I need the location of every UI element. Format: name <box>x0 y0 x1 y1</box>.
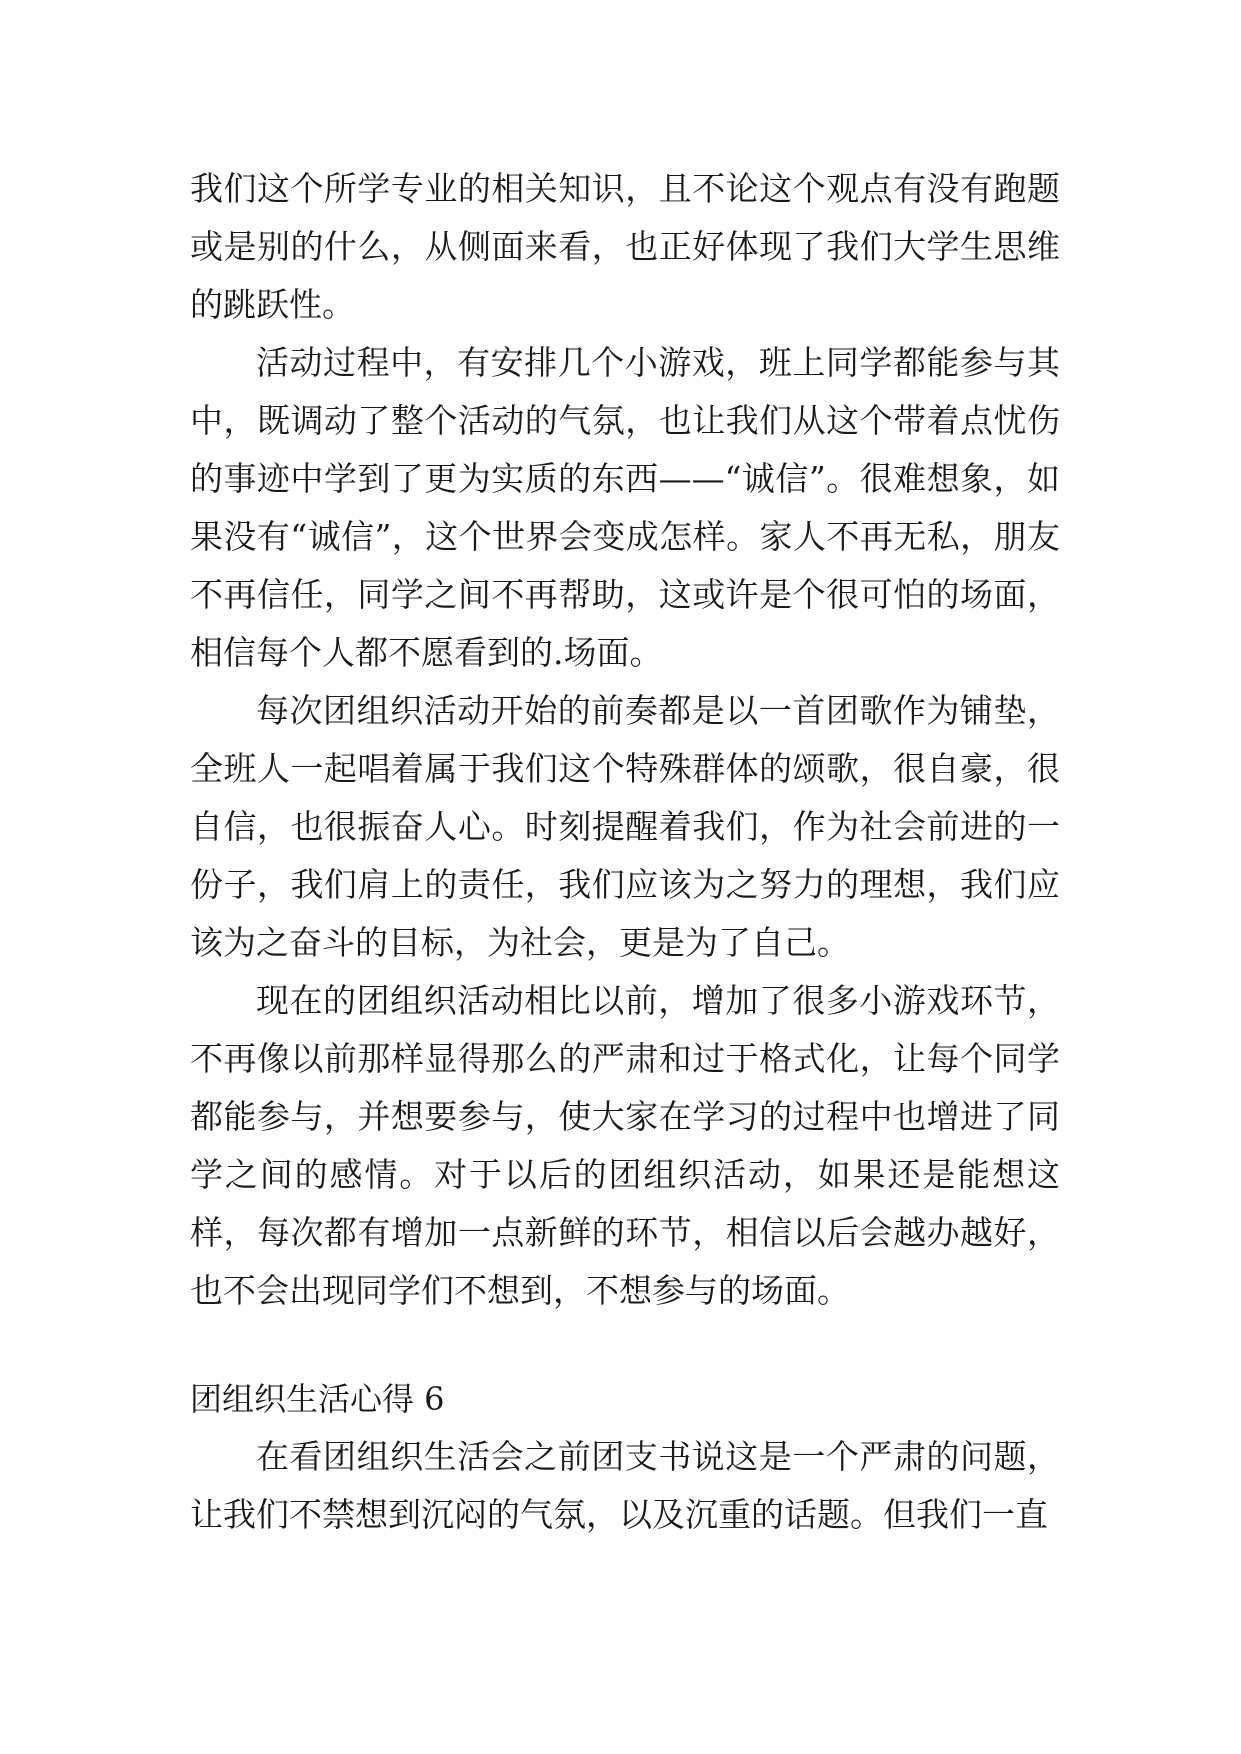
document-body <box>190 160 1060 1544</box>
section-heading: 团组织生活心得 6 <box>190 1380 445 1418</box>
paragraph: 在看团组织生活会之前团支书说这是一个严肃的问题，让我们不禁想到沉闷的气氛，以及沉重的话题。但我们一直 <box>190 1437 1060 1534</box>
paragraph: 活动过程中，有安排几个小游戏，班上同学都能参与其中，既调动了整个活动的气氛，也让我们从这个带着点忧伤的事迹中学到了更为实质的东西——“诚信”。很难想象，如果没有“诚信”，这个世界会变成怎样。家人不再无私，朋友不再信任，同学之间不再帮助，这或许是个很可怕的场面，相信每个人都不愿看到的.场面。 <box>190 343 1060 672</box>
paragraph: 现在的团组织活动相比以前，增加了很多小游戏环节，不再像以前那样显得那么的严肃和过于格式化，让每个同学都能参与，并想要参与，使大家在学习的过程中也增进了同学之间的感情。对于以后的团组织活动，如果还是能想这样，每次都有增加一点新鲜的环节，相信以后会越办越好，也不会出现同学们不想到，不想参与的场面。 <box>190 981 1060 1310</box>
paragraph-continued: 我们这个所学专业的相关知识，且不论这个观点有没有跑题或是别的什么，从侧面来看，也正好体现了我们大学生思维的跳跃性。 <box>190 169 1060 324</box>
paragraph: 每次团组织活动开始的前奏都是以一首团歌作为铺垫，全班人一起唱着属于我们这个特殊群体的颂歌，很自豪，很自信，也很振奋人心。时刻提醒着我们，作为社会前进的一份子，我们肩上的责任，我们应该为之努力的理想，我们应该为之奋斗的目标，为社会，更是为了自己。 <box>190 691 1060 962</box>
